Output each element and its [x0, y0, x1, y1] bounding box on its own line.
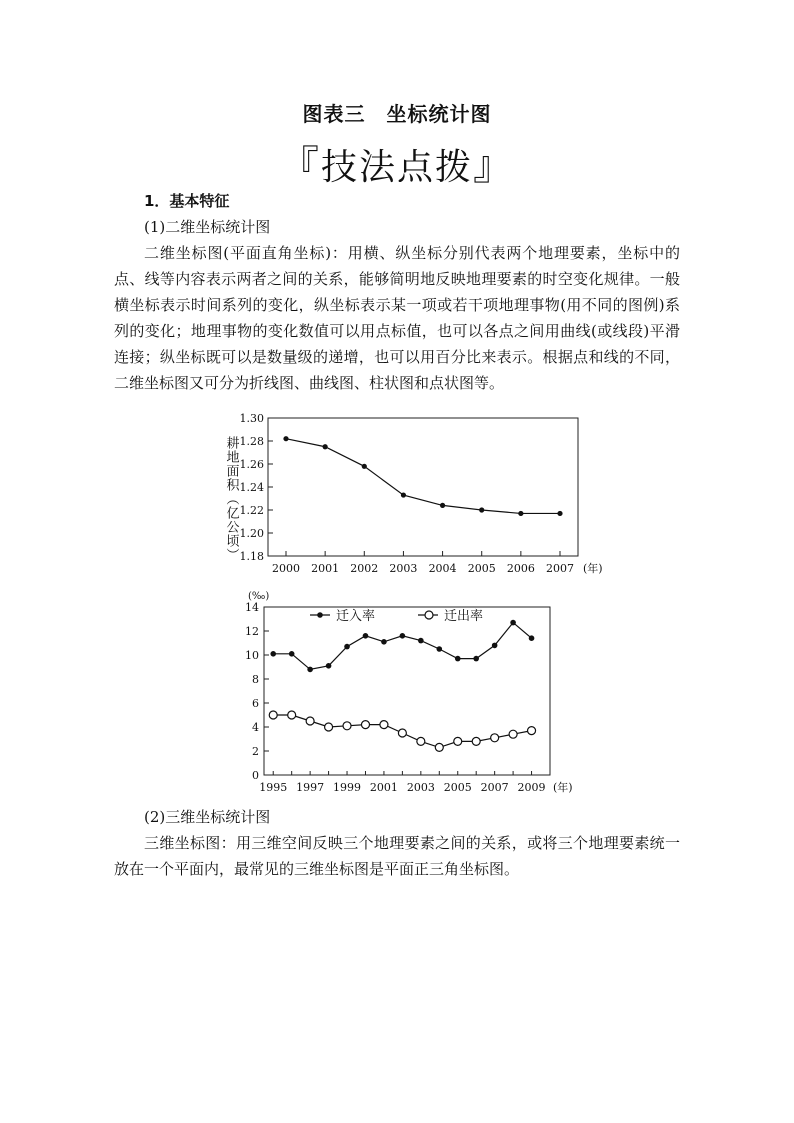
- y-tick-label: 1.22: [239, 504, 264, 517]
- x-axis-unit: (年): [583, 562, 603, 575]
- data-point-out: [417, 737, 425, 745]
- data-point-out: [398, 729, 406, 737]
- data-point-in: [418, 638, 424, 644]
- x-tick-label: 2001: [369, 781, 398, 794]
- plot-frame: [268, 418, 578, 556]
- y-tick-label: 1.24: [239, 481, 264, 494]
- legend-label-in: 迁入率: [336, 609, 376, 624]
- x-tick-label: 2009: [517, 781, 546, 794]
- data-point-farmland: [283, 436, 288, 441]
- y-tick-label: 14: [245, 601, 259, 614]
- y-tick-label: 1.28: [239, 435, 264, 448]
- x-tick-label: 2007: [546, 562, 574, 575]
- data-point-in: [326, 663, 332, 669]
- x-tick-label: 2003: [406, 781, 435, 794]
- farmland-area-chart: [218, 408, 608, 583]
- data-point-in: [270, 651, 276, 657]
- y-tick-label: 12: [245, 625, 259, 638]
- legend-marker-in: [317, 612, 323, 618]
- y-axis-label: 耕地面积（亿公顷）: [223, 436, 239, 562]
- data-point-out: [361, 721, 369, 729]
- section-1-subheading: (1)二维坐标统计图: [144, 218, 271, 236]
- data-point-in: [455, 656, 461, 662]
- section-1-text: [114, 188, 680, 396]
- data-point-in: [400, 633, 406, 639]
- data-point-farmland: [479, 507, 484, 512]
- y-tick-label: 4: [252, 721, 259, 734]
- data-point-farmland: [440, 503, 445, 508]
- y-tick-label: 8: [252, 673, 259, 686]
- section-2-subheading: (2)三维坐标统计图: [144, 808, 271, 826]
- data-point-out: [306, 717, 314, 725]
- data-point-farmland: [362, 464, 367, 469]
- section-2-text: [114, 804, 680, 882]
- x-tick-label: 2004: [428, 562, 457, 575]
- x-axis-unit: (年): [553, 781, 573, 794]
- data-point-farmland: [557, 511, 562, 516]
- y-tick-label: 1.26: [239, 458, 264, 471]
- banner-text: 技法点拨: [320, 147, 473, 188]
- x-tick-label: 2003: [389, 562, 418, 575]
- data-point-out: [288, 711, 296, 719]
- data-point-farmland: [518, 511, 523, 516]
- section-2-body: 三维坐标图：用三维空间反映三个地理要素之间的关系，或将三个地理要素统一放在一个平面内，最常见的三维坐标图是平面正三角坐标图。: [114, 834, 680, 878]
- x-tick-label: 1999: [333, 781, 362, 794]
- legend-label-out: 迁出率: [444, 609, 484, 624]
- y-tick-label: 2: [252, 745, 259, 758]
- banner-close-bracket: 』: [473, 143, 515, 189]
- x-tick-label: 2005: [467, 562, 496, 575]
- data-point-in: [344, 644, 350, 650]
- data-point-out: [380, 721, 388, 729]
- section-1-heading: 1．基本特征: [144, 192, 230, 210]
- x-tick-label: 2001: [311, 562, 340, 575]
- x-tick-label: 2000: [272, 562, 300, 575]
- data-point-in: [381, 639, 387, 645]
- x-tick-label: 1995: [259, 781, 288, 794]
- y-tick-label: 0: [252, 769, 259, 782]
- data-point-farmland: [323, 444, 328, 449]
- data-point-in: [492, 643, 498, 649]
- x-tick-label: 2005: [443, 781, 472, 794]
- x-tick-label: 2006: [506, 562, 535, 575]
- banner-open-bracket: 『: [278, 143, 321, 189]
- data-point-in: [436, 646, 442, 652]
- y-axis-unit: (‰): [248, 591, 270, 602]
- x-tick-label: 2002: [350, 562, 379, 575]
- y-tick-label: 6: [252, 697, 259, 710]
- plot-frame: [264, 607, 550, 775]
- data-point-out: [435, 743, 443, 751]
- series-line-farmland: [286, 439, 560, 514]
- x-tick-label: 1997: [296, 781, 325, 794]
- section-banner: [0, 134, 794, 191]
- y-tick-label: 1.30: [239, 412, 264, 425]
- data-point-in: [510, 620, 516, 626]
- data-point-in: [529, 635, 535, 641]
- y-tick-label: 10: [245, 649, 259, 662]
- data-point-out: [528, 727, 536, 735]
- data-point-out: [269, 711, 277, 719]
- migration-rate-chart: [238, 585, 588, 800]
- data-point-out: [509, 730, 517, 738]
- y-tick-label: 1.20: [239, 527, 264, 540]
- data-point-in: [289, 651, 295, 657]
- data-point-in: [363, 633, 369, 639]
- section-1-body: 二维坐标图(平面直角坐标)：用横、纵坐标分别代表两个地理要素，坐标中的点、线等内容表示两者之间的关系，能够简明地反映地理要素的时空变化规律。一般横坐标表示时间系列的变化，纵坐标表示某一项或若干项地理事物(用不同的图例)系列的变化；地理事物的变化数值可以用点标值，也可以各点之间用曲线(或线段)平滑连接；纵坐标既可以是数量级的递增，也可以用百分比来表示。根据点和线的不同，二维坐标图又可分为折线图、曲线图、柱状图和点状图等。: [114, 244, 680, 392]
- data-point-in: [473, 656, 479, 662]
- legend-marker-out: [425, 611, 433, 619]
- data-point-out: [454, 737, 462, 745]
- page-title: 图表三 坐标统计图: [302, 102, 492, 126]
- data-point-out: [343, 722, 351, 730]
- data-point-out: [472, 737, 480, 745]
- x-tick-label: 2007: [480, 781, 509, 794]
- y-tick-label: 1.18: [239, 550, 264, 563]
- data-point-out: [325, 723, 333, 731]
- data-point-farmland: [401, 492, 406, 497]
- data-point-in: [307, 667, 313, 673]
- data-point-out: [491, 734, 499, 742]
